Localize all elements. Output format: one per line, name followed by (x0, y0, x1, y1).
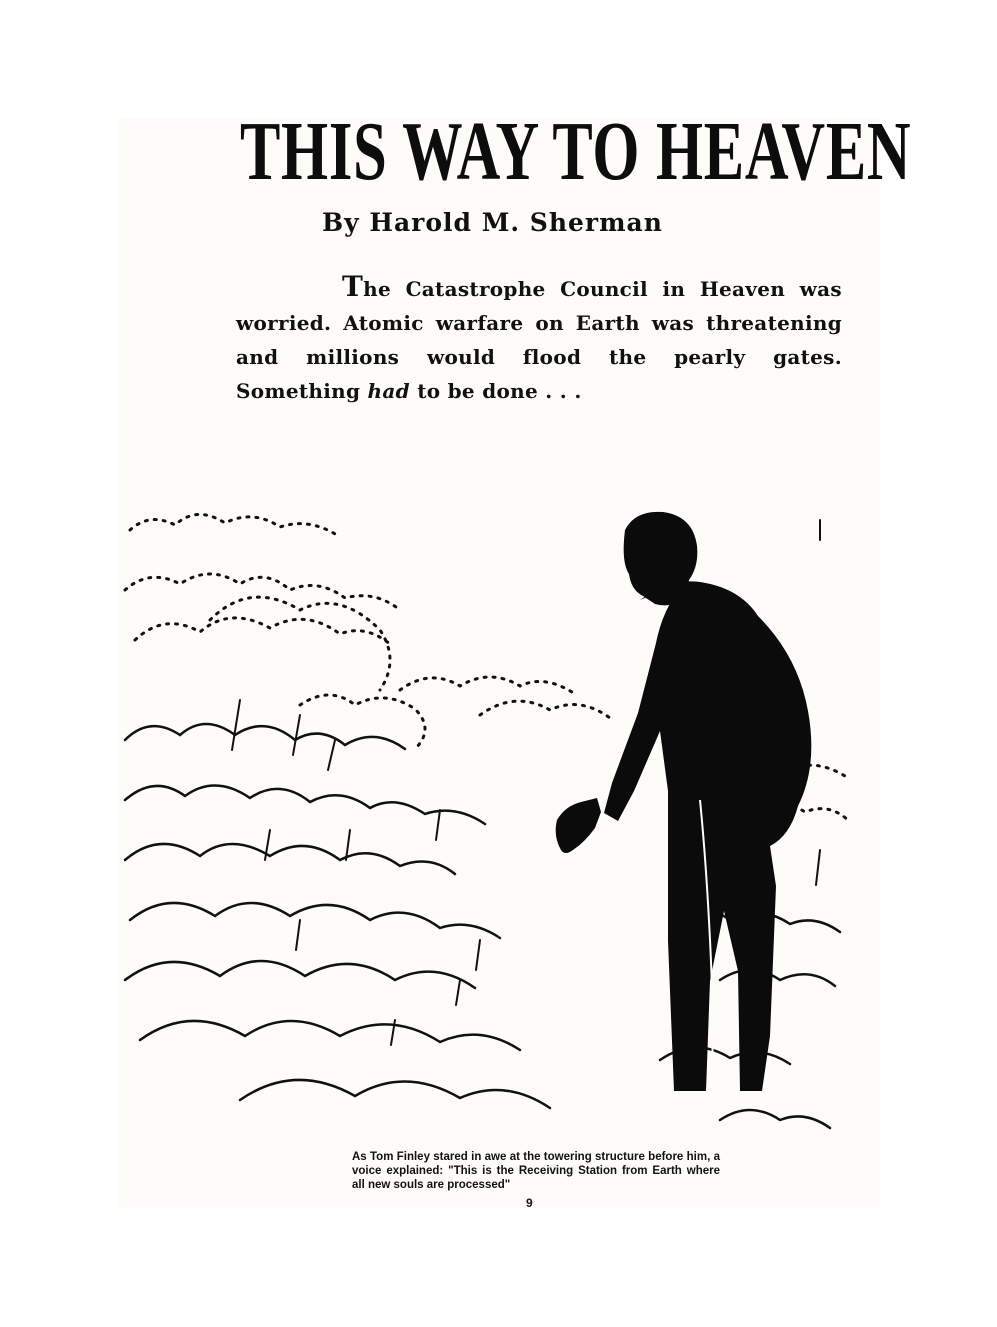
author-byline: By Harold M. Sherman (322, 208, 663, 237)
intro-text-part2: to be done . . . (409, 379, 582, 403)
drop-cap: T (342, 270, 364, 303)
page-number: 9 (526, 1196, 533, 1210)
intro-emphasis: had (367, 379, 410, 403)
story-intro (236, 270, 842, 408)
illustration-man-on-clouds (120, 500, 865, 1145)
intro-text-part1: he Catastrophe Council in Heaven was worried. Atomic warfare on Earth was threatening and millions would flood the pearly gates. Something (236, 277, 842, 403)
illustration-caption: As Tom Finley stared in awe at the towering structure before him, a voice explained: "This is the Receiving Station from Earth where all new souls are processed" (352, 1151, 720, 1191)
story-title: THIS WAY TO HEAVEN (240, 105, 912, 198)
